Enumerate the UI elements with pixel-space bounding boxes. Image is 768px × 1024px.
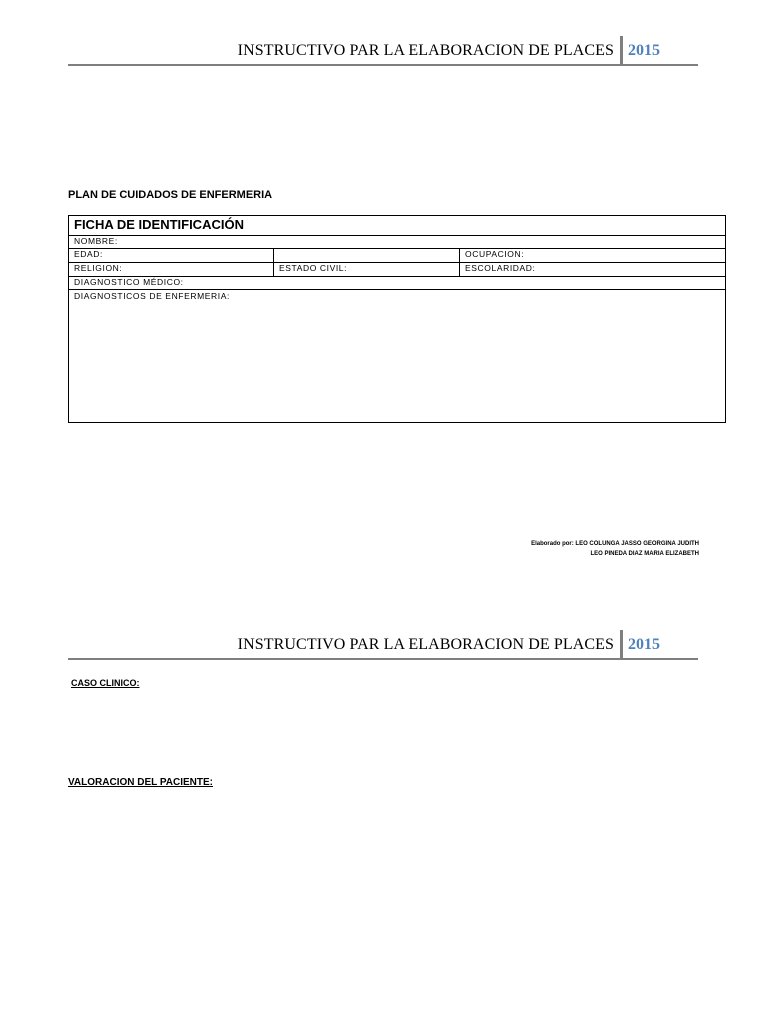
ficha-divider-2 xyxy=(459,248,460,276)
header-year: 2015 xyxy=(628,42,660,59)
label-diagnosticos-enfermeria: DIAGNOSTICOS DE ENFERMERIA: xyxy=(74,291,230,301)
caso-clinico-heading: CASO CLINICO: xyxy=(71,678,140,688)
label-religion: RELIGION: xyxy=(74,263,123,273)
header-divider xyxy=(620,630,623,658)
page-header-1 xyxy=(68,32,698,66)
ficha-heading: FICHA DE IDENTIFICACIÓN xyxy=(74,217,244,232)
ficha-divider-1 xyxy=(273,248,274,276)
plan-title: PLAN DE CUIDADOS DE ENFERMERIA xyxy=(68,189,273,201)
ficha-row-edad xyxy=(69,248,725,263)
header-year: 2015 xyxy=(628,636,660,653)
valoracion-heading: VALORACION DEL PACIENTE: xyxy=(68,777,214,788)
ficha-row-diagnosticos-enfermeria xyxy=(69,290,725,422)
credits-line-1: Elaborado por: LEO COLUNGA JASSO GEORGINA JUDITH xyxy=(531,541,699,547)
label-diagnostico-medico: DIAGNOSTICO MÉDICO: xyxy=(74,277,184,287)
credits-line-2: LEO PINEDA DIAZ MARIA ELIZABETH xyxy=(590,551,699,557)
label-ocupacion: OCUPACION: xyxy=(465,249,525,259)
ficha-row-religion xyxy=(69,262,725,277)
ficha-identificacion-table xyxy=(68,215,726,423)
page-header-2 xyxy=(68,626,698,660)
label-estado-civil: ESTADO CIVIL: xyxy=(279,263,348,273)
header-title: INSTRUCTIVO PAR LA ELABORACION DE PLACES xyxy=(237,636,614,653)
ficha-heading-row xyxy=(69,216,725,236)
header-title: INSTRUCTIVO PAR LA ELABORACION DE PLACES xyxy=(237,42,614,59)
ficha-row-nombre xyxy=(69,235,725,249)
header-divider xyxy=(620,36,623,64)
label-escolaridad: ESCOLARIDAD: xyxy=(465,263,536,273)
label-nombre: NOMBRE: xyxy=(74,236,118,246)
ficha-row-diagnostico-medico xyxy=(69,276,725,290)
label-edad: EDAD: xyxy=(74,249,103,259)
